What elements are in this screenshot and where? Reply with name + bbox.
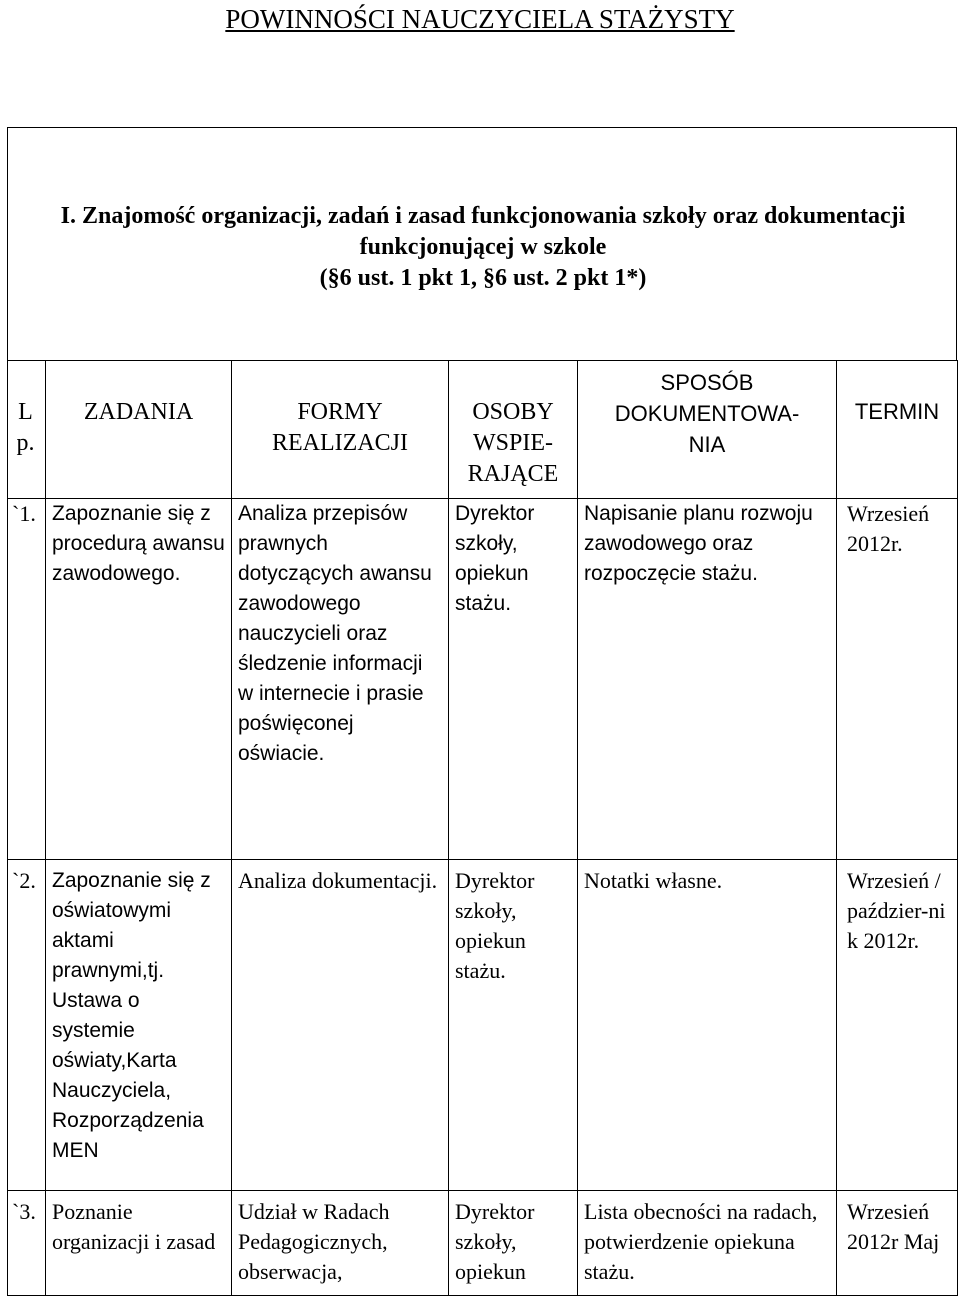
row-1-sposob: Napisanie planu rozwoju zawodowego oraz rozpoczęcie stażu. [578, 499, 837, 860]
header-zadania: ZADANIA [46, 361, 232, 499]
row-3-osoby: Dyrektor szkoły, opiekun [449, 1191, 578, 1296]
row-1-lp: `1. [8, 499, 46, 860]
header-termin: TERMIN [837, 361, 958, 499]
table-row [8, 499, 958, 860]
row-3-termin: Wrzesień 2012r Maj [837, 1191, 958, 1296]
header-sposob: SPOSÓB DOKUMENTOWA- NIA [578, 361, 837, 499]
row-2-sposob: Notatki własne. [578, 860, 837, 1191]
section-heading-line-1 [8, 201, 958, 232]
row-2-formy: Analiza dokumentacji. [232, 860, 449, 1191]
table-row [8, 860, 958, 1191]
document-title: POWINNOŚCI NAUCZYCIELA STAŻYSTY [225, 4, 735, 34]
section-roman-numeral: I. [60, 203, 76, 229]
tasks-table [7, 360, 958, 1296]
row-2-lp: `2. [8, 860, 46, 1191]
row-1-osoby: Dyrektor szkoły, opiekun stażu. [449, 499, 578, 860]
row-2-zadania: Zapoznanie się z oświatowymi aktami prawnymi,tj. Ustawa o systemie oświaty,Karta Nauczyciela, Rozporządzenia MEN [46, 860, 232, 1191]
row-1-zadania: Zapoznanie się z procedurą awansu zawodowego. [46, 499, 232, 860]
row-3-formy: Udział w Radach Pedagogicznych, obserwacja, [232, 1191, 449, 1296]
header-osoby: OSOBY WSPIE- RAJĄCE [449, 361, 578, 499]
row-3-lp: `3. [8, 1191, 46, 1296]
row-3-sposob: Lista obecności na radach, potwierdzenie opiekuna stażu. [578, 1191, 837, 1296]
row-2-termin: Wrzesień / paździer-nik 2012r. [837, 860, 958, 1191]
section-heading-line-3: (§6 ust. 1 pkt 1, §6 ust. 2 pkt 1*) [319, 265, 647, 291]
section-header-box [7, 127, 957, 360]
section-heading [8, 201, 958, 294]
section-heading-line-2: funkcjonującej w szkole [359, 234, 607, 260]
header-lp: L p. [8, 361, 46, 499]
header-formy: FORMY REALIZACJI [232, 361, 449, 499]
section-heading-text-1: Znajomość organizacji, zadań i zasad funkcjonowania szkoły oraz dokumentacji [81, 203, 906, 229]
table-header-row [8, 361, 958, 499]
table-row [8, 1191, 958, 1296]
row-3-zadania: Poznanie organizacji i zasad [46, 1191, 232, 1296]
tasks-table-wrapper [7, 360, 957, 1284]
row-2-osoby: Dyrektor szkoły, opiekun stażu. [449, 860, 578, 1191]
row-1-termin: Wrzesień 2012r. [837, 499, 958, 860]
row-1-formy: Analiza przepisów prawnych dotyczących awansu zawodowego nauczycieli oraz śledzenie informacji w internecie i prasie poświęconej oświacie. [232, 499, 449, 860]
